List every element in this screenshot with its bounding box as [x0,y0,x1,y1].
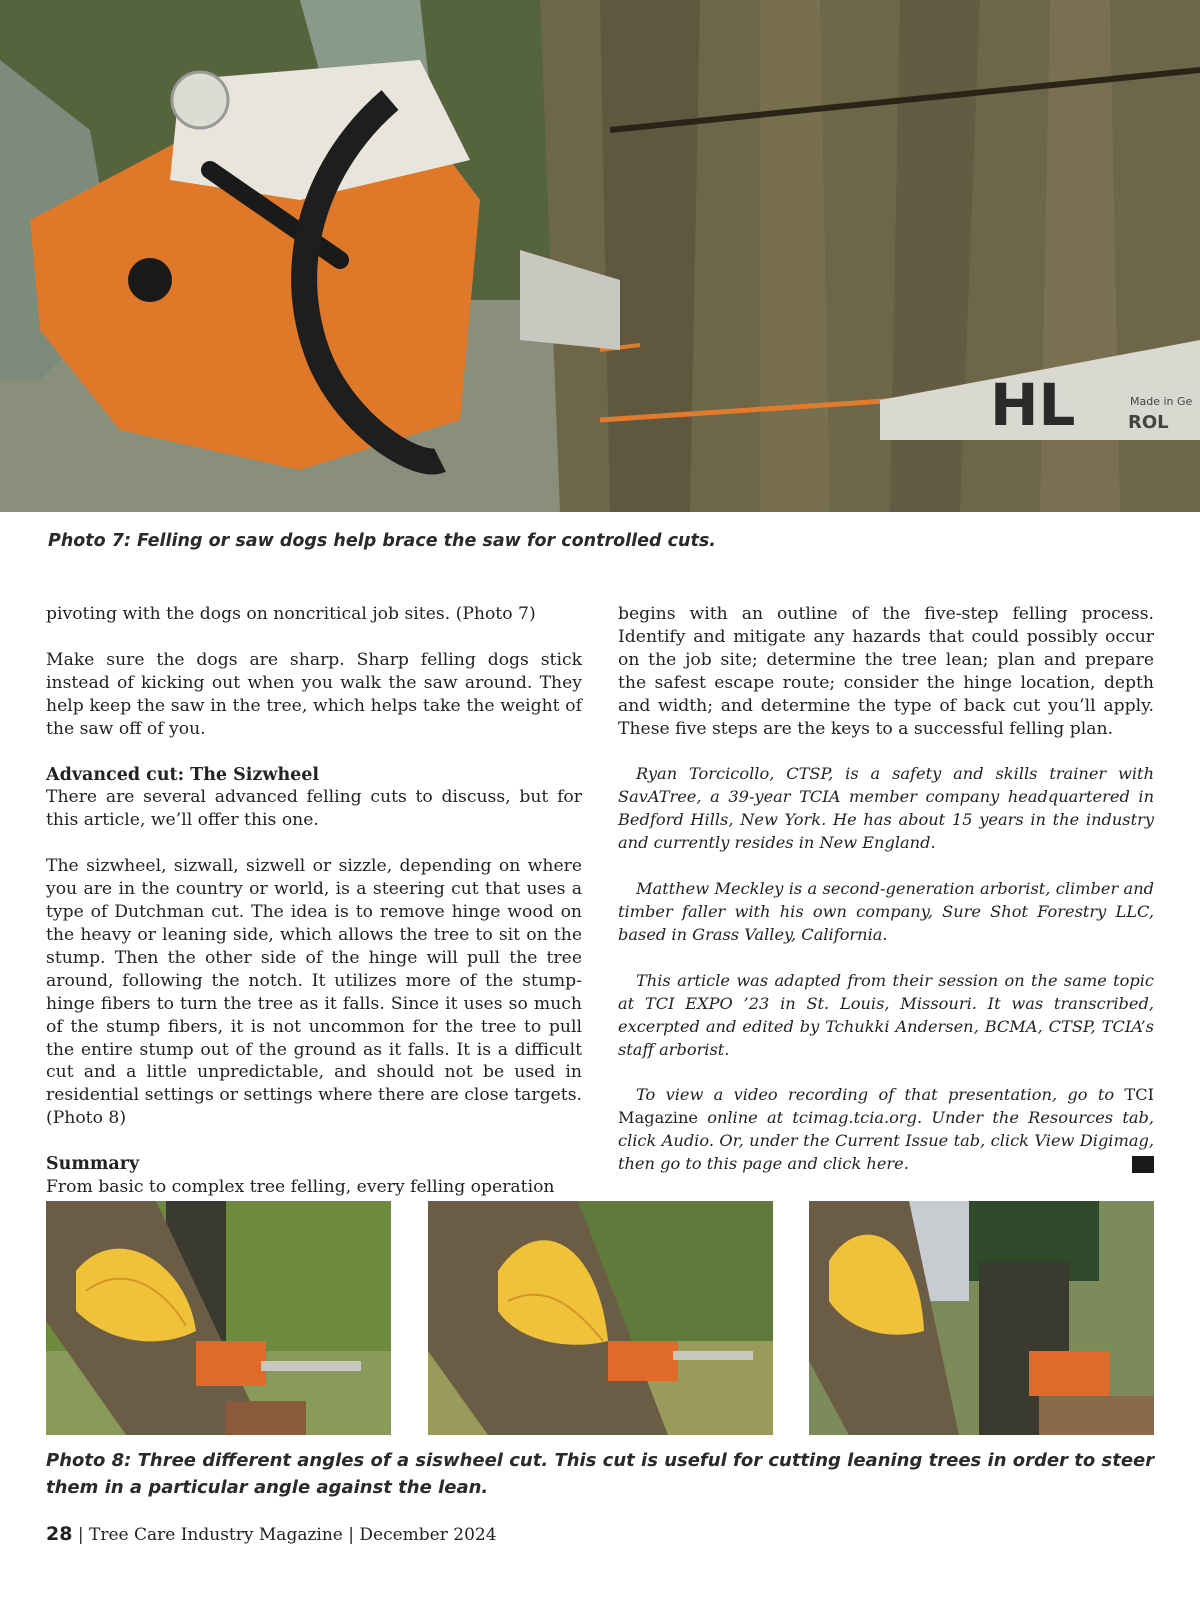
paragraph: pivoting with the dogs on noncritical job sites. (Photo 7) [46,604,536,624]
photo-7-image [0,0,1200,512]
author-bio-matthew: Matthew Meckley is a second-generation arborist, climber and timber faller with his own company, Sure Shot Forestry LLC, based in Grass Valley, California. [618,879,1154,944]
photo-8-image-1 [46,1201,391,1435]
right-column [618,603,1154,1176]
page-number: 28 [46,1523,73,1545]
video-note-text-b[interactable]: online at tcimag.tcia.org. Under the Resources tab, click Audio. Or, under the Current Issue tab, click View Digimag, then go to this page and click here. [618,1108,1154,1174]
footer-publication: | Tree Care Industry Magazine | December 2024 [77,1525,497,1545]
video-note-text-a: To view a video recording of that presentation, go to [636,1085,1115,1105]
paragraph: From basic to complex tree felling, every felling operation [46,1177,555,1198]
bar-small-text: Made in Ge [1130,395,1193,408]
bar-small-text-2: ROL [1128,412,1169,433]
paragraph: The sizwheel, sizwall, sizwell or sizzle, depending on where you are in the country or world, is a steering cut that uses a type of Dutchman cut. The idea is to remove hinge wood on the heavy or leaning side, which allows the tree to sit on the stump. Then the other side of the hinge will pull the tree around, following the notch. It utilizes more of the stump-hinge fibers to turn the tree as it falls. Since it uses so much of the stump fibers, it is not uncommon for the tree to pull the entire stump out of the ground as it falls. It is a difficult cut and a little unpredictable, and should not be used in residential settings or settings where there are close targets. (Photo 8) [46,856,582,1129]
photo-8-caption: Photo 8: Three different angles of a siswheel cut. This cut is useful for cutting leaning trees in order to steer them in a particular angle against the lean. [46,1450,1155,1498]
paragraph: Make sure the dogs are sharp. Sharp felling dogs stick instead of kicking out when you walk the saw around. They help keep the saw in the tree, which helps take the weight of the saw off of you. [46,649,582,739]
page-footer [46,1523,497,1545]
magazine-name: TCI Magazine [618,1085,1154,1128]
photo-8-row [46,1201,1154,1435]
author-bio-ryan: Ryan Torcicollo, CTSP, is a safety and skills trainer with SavATree, a 39-year TCIA member company headquartered in Bedford Hills, New York. He has about 15 years in the industry and currently resides in New England. [618,764,1154,853]
siswheel-cut-angle-1 [46,1201,391,1435]
chainsaw-felling-dogs-illustration [0,0,1200,512]
siswheel-cut-angle-2 [428,1201,773,1435]
article-source-note: This article was adapted from their session on the same topic at TCI EXPO ’23 in St. Louis, Missouri. It was transcribed, excerpted and edited by Tchukki Andersen, BCMA, CTSP, TCIA’s staff arborist. [618,970,1154,1059]
siswheel-cut-angle-3 [809,1201,1154,1435]
paragraph: There are several advanced felling cuts to discuss, but for this article, we’ll offer this one. [46,787,582,831]
video-note [618,1084,1154,1176]
photo-7-caption: Photo 7: Felling or saw dogs help brace the saw for controlled cuts. [48,531,716,551]
bar-brand-text: HL [990,371,1076,439]
section-heading-advanced-cut: Advanced cut: The Sizwheel [46,764,320,785]
left-column [46,603,582,1199]
section-heading-summary: Summary [46,1154,140,1175]
end-of-article-mark [1132,1156,1154,1173]
photo-8-image-2 [428,1201,773,1435]
photo-8-image-3 [809,1201,1154,1435]
paragraph: begins with an outline of the five-step felling process. Identify and mitigate any hazards that could possibly occur on the job site; determine the tree lean; plan and prepare the safest escape route; consider the hinge location, depth and width; and determine the type of back cut you’ll apply. These five steps are the keys to a successful felling plan. [618,604,1154,739]
